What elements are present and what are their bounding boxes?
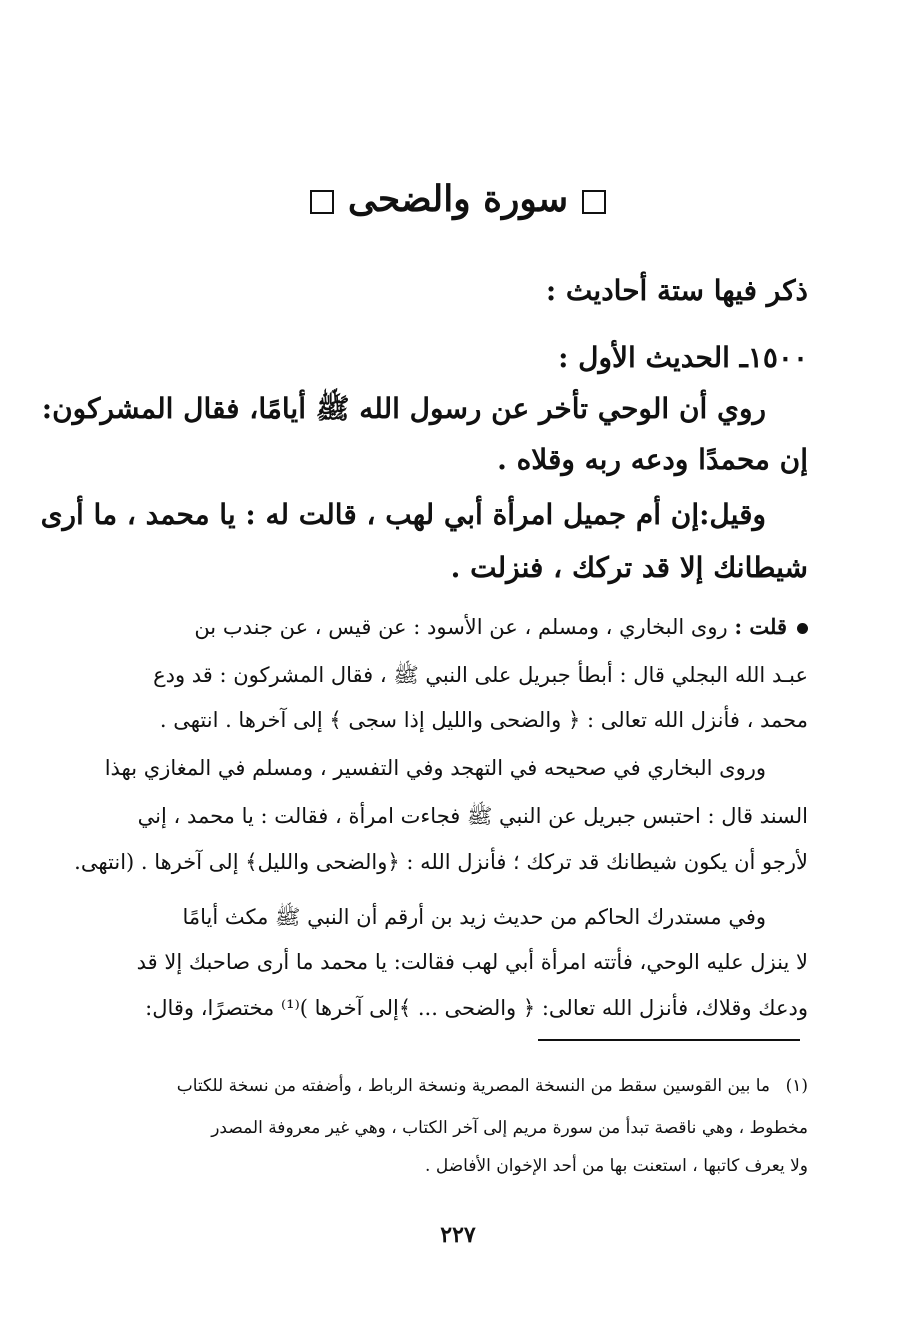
- hadith-heading: ١٥٠٠ـ الحديث الأول :: [558, 341, 808, 374]
- commentary-line: لأرجو أن يكون شيطانك قد تركك ؛ فأنزل الله : ﴿والضحى والليل﴾ إلى آخرها . (انتهى.: [74, 850, 808, 874]
- surah-title-text: سورة والضحى: [347, 178, 569, 220]
- intro-heading: ذكر فيها ستة أحاديث :: [545, 274, 808, 307]
- footnote-divider: [538, 1039, 800, 1041]
- footnote-marker: (١): [785, 1076, 808, 1096]
- commentary-line: وفي مستدرك الحاكم من حديث زيد بن أرقم أن النبي ﷺ مكث أيامًا: [182, 905, 766, 929]
- bullet-icon: [797, 623, 808, 634]
- commentary-line: السند قال : احتبس جبريل عن النبي ﷺ فجاءت امرأة ، فقالت : يا محمد ، إني: [137, 804, 808, 828]
- commentary-line: لا ينزل عليه الوحي، فأتته امرأة أبي لهب فقالت: يا محمد ما أرى صاحبك إلا قد: [136, 950, 808, 974]
- commentary-line: ودعك وقلاك، فأنزل الله تعالى: ﴿ والضحى ... ﴾إلى آخرها )⁽¹⁾ مختصرًا، وقال:: [145, 996, 808, 1020]
- commentary-text: روى البخاري ، ومسلم ، عن الأسود : عن قيس ، عن جندب بن: [194, 615, 728, 639]
- main-text-line: وقيل:إن أم جميل امرأة أبي لهب ، قالت له : يا محمد ، ما أرى: [40, 498, 766, 531]
- ornament-box-icon: [310, 190, 334, 214]
- footnote-line: ما بين القوسين سقط من النسخة المصرية ونسخة الرباط ، وأضفته من نسخة للكتاب: [176, 1076, 770, 1096]
- commentary-line: عبـد الله البجلي قال : أبطأ جبريل على النبي ﷺ ، فقال المشركون : قد ودع: [153, 663, 808, 687]
- commentary-label: قلت :: [734, 614, 787, 639]
- main-text-line: إن محمدًا ودعه ربه وقلاه .: [497, 443, 808, 476]
- ornament-box-icon: [582, 190, 606, 214]
- surah-title: [0, 178, 916, 220]
- footnote-line: مخطوط ، وهي ناقصة تبدأ من سورة مريم إلى آخر الكتاب ، وهي غير معروفة المصدر: [211, 1118, 808, 1138]
- footnote-line: ولا يعرف كاتبها ، استعنت بها من أحد الإخوان الأفاضل .: [425, 1156, 808, 1176]
- commentary-line: وروى البخاري في صحيحه في التهجد وفي التفسير ، ومسلم في المغازي بهذا: [104, 756, 766, 780]
- commentary-line: [83, 614, 808, 639]
- commentary-line: محمد ، فأنزل الله تعالى : ﴿ والضحى والليل إذا سجى ﴾ إلى آخرها . انتهى .: [159, 708, 808, 732]
- main-text-line: شيطانك إلا قد تركك ، فنزلت .: [450, 551, 808, 584]
- main-text-line: روي أن الوحي تأخر عن رسول الله ﷺ أيامًا، فقال المشركون:: [41, 392, 766, 425]
- page-number: ٢٢٧: [440, 1222, 476, 1248]
